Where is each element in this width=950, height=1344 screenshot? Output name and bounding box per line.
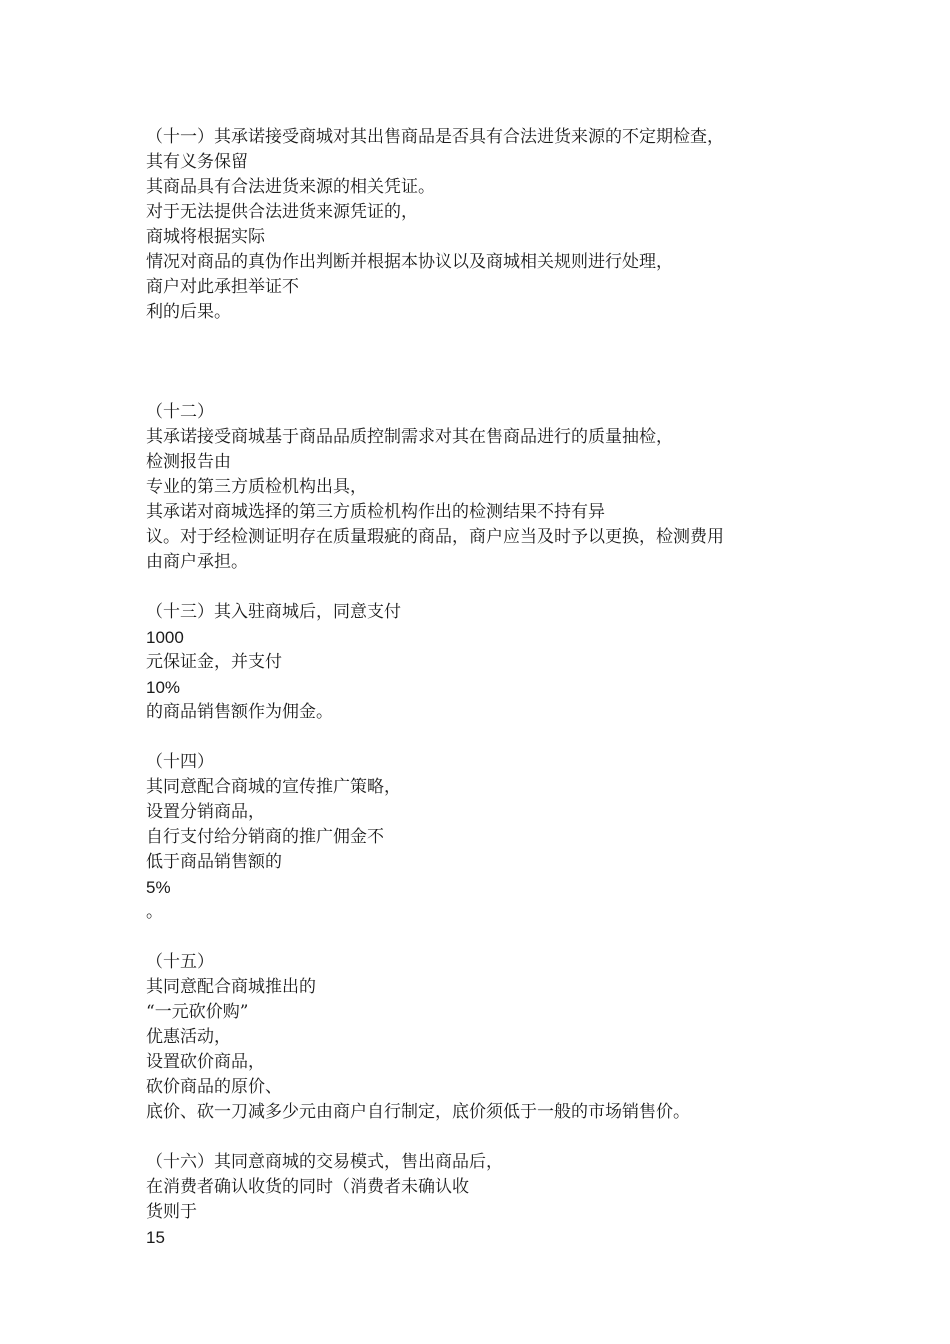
text-line: 砍价商品的原价、 (146, 1077, 282, 1097)
paragraph-spacer (146, 925, 806, 950)
deposit-amount: 1000 (146, 628, 184, 647)
text-line: 底价、砍一刀减多少元由商户自行制定，底价须低于一般的市场销售价。 (146, 1102, 690, 1122)
days-count: 15 (146, 1228, 165, 1247)
text-line: 检测报告由 (146, 452, 231, 472)
clause-16 (146, 1150, 806, 1250)
clause-14 (146, 750, 806, 925)
text-line: （十六）其同意商城的交易模式，售出商品后， (146, 1152, 503, 1172)
text-line: 商户对此承担举证不 (146, 277, 299, 297)
text-line: 利的后果。 (146, 302, 231, 322)
text-line: 设置分销商品， (146, 802, 265, 822)
text-line: （十五） (146, 952, 214, 972)
text-line: 货则于 (146, 1202, 197, 1222)
commission-rate: 10% (146, 678, 181, 697)
text-line: 设置砍价商品， (146, 1052, 265, 1072)
text-line: 其承诺接受商城基于商品品质控制需求对其在售商品进行的质量抽检， (146, 427, 673, 447)
paragraph-spacer (146, 575, 806, 600)
text-line: （十四） (146, 752, 214, 772)
text-line: （十三）其入驻商城后，同意支付 (146, 602, 401, 622)
text-line: 的商品销售额作为佣金。 (146, 702, 333, 722)
paragraph-spacer (146, 1125, 806, 1150)
text-line: 对于无法提供合法进货来源凭证的， (146, 202, 418, 222)
text-line: 低于商品销售额的 (146, 852, 282, 872)
text-line: 专业的第三方质检机构出具， (146, 477, 367, 497)
text-line: “一元砍价购” (146, 1002, 249, 1022)
clause-13 (146, 600, 806, 725)
paragraph-spacer (146, 375, 806, 400)
text-line: 情况对商品的真伪作出判断并根据本协议以及商城相关规则进行处理， (146, 252, 673, 272)
text-line: 其承诺对商城选择的第三方质检机构作出的检测结果不持有异 (146, 502, 605, 522)
document-body (146, 125, 806, 1250)
text-line: （十一）其承诺接受商城对其出售商品是否具有合法进货来源的不定期检查， (146, 127, 724, 147)
text-line: 其同意配合商城推出的 (146, 977, 316, 997)
text-line: 由商户承担。 (146, 552, 248, 572)
text-line: （十二） (146, 402, 214, 422)
text-line: 。 (146, 902, 163, 922)
clause-15 (146, 950, 806, 1125)
text-line: 议。对于经检测证明存在质量瑕疵的商品，商户应当及时予以更换，检测费用 (146, 527, 724, 547)
text-line: 商城将根据实际 (146, 227, 265, 247)
clause-11 (146, 125, 806, 325)
paragraph-spacer (146, 325, 806, 375)
text-line: 自行支付给分销商的推广佣金不 (146, 827, 384, 847)
text-line: 优惠活动， (146, 1027, 231, 1047)
text-line: 其有义务保留 (146, 152, 248, 172)
text-line: 其商品具有合法进货来源的相关凭证。 (146, 177, 435, 197)
clause-12 (146, 400, 806, 575)
text-line: 元保证金，并支付 (146, 652, 282, 672)
paragraph-spacer (146, 725, 806, 750)
text-line: 在消费者确认收货的同时（消费者未确认收 (146, 1177, 469, 1197)
distribution-rate: 5% (146, 878, 171, 897)
text-line: 其同意配合商城的宣传推广策略， (146, 777, 401, 797)
